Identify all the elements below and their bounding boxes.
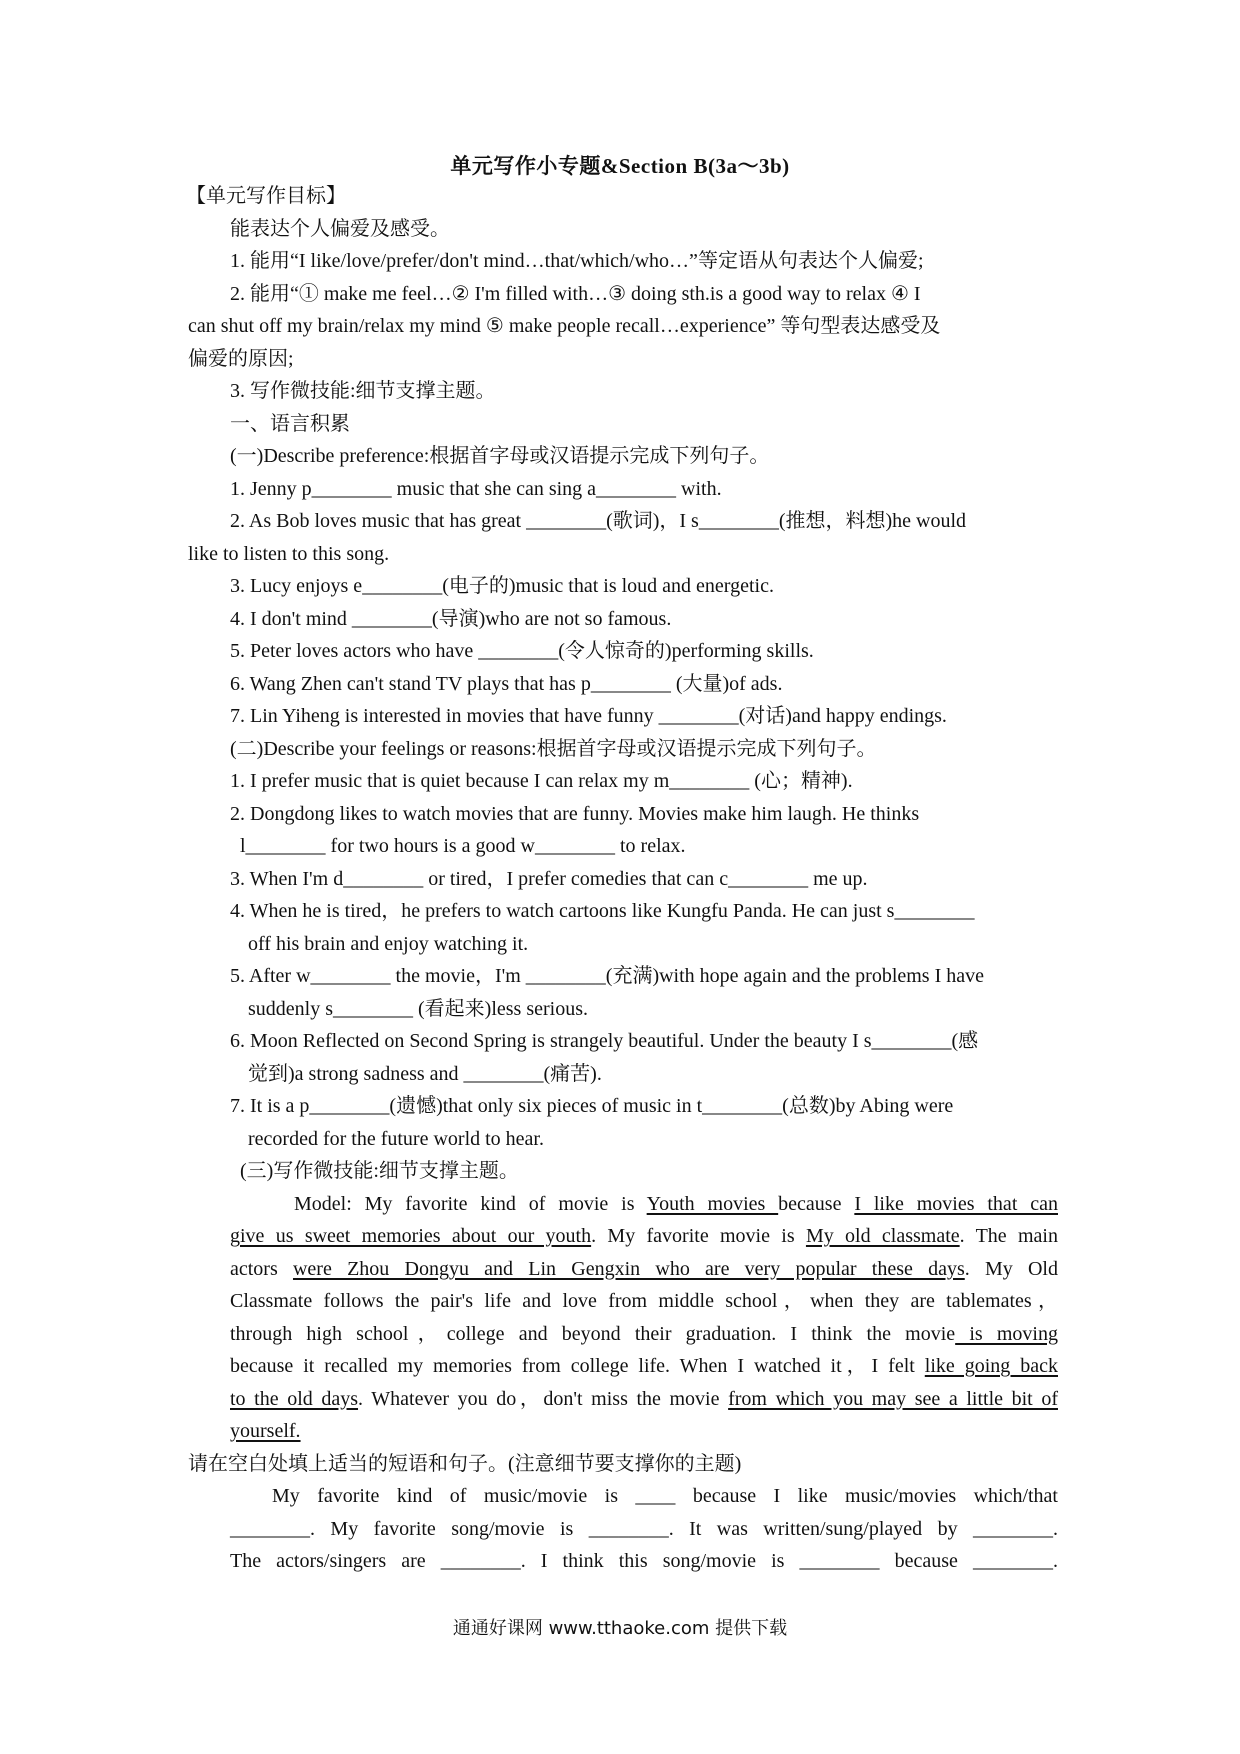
page-title: 单元写作小专题&Section B(3a～3b) — [450, 154, 790, 178]
model-underlined-text: like going back — [924, 1355, 1058, 1377]
part2-question-4-line-1: 4. When he is tired，he prefers to watch cartoons like Kungfu Panda. He can just s________ — [230, 900, 975, 922]
model-underlined-text: is moving — [955, 1322, 1058, 1345]
model-line-7 — [230, 1383, 1058, 1416]
part2-question-7-line-2: recorded for the future world to hear. — [248, 1127, 544, 1150]
part1-question-2-line-1: 2. As Bob loves music that has great ________(歌词)，I s________(推想，料想)he would — [230, 510, 967, 532]
model-line-8 — [230, 1415, 1058, 1448]
goal-item-2-line-3: 偏爱的原因; — [188, 347, 294, 370]
part2-question-2-line-2: l________ for two hours is a good w________ to relax. — [240, 835, 686, 857]
model-line-6 — [230, 1350, 1058, 1383]
model-text: . The main — [959, 1225, 1058, 1247]
goal-intro: 能表达个人偏爱及感受。 — [230, 217, 450, 240]
part3-heading: (三)写作微技能:细节支撑主题。 — [240, 1160, 519, 1182]
part2-question-5-line-2: suddenly s________ (看起来)less serious. — [248, 997, 588, 1020]
model-line-4: Classmate follows the pair's life and love from middle school，when they are tablemates， — [230, 1290, 1058, 1312]
task-instruction: 请在空白处填上适当的短语和句子。(注意细节要支撑你的主题) — [188, 1452, 742, 1475]
part2-question-6-line-1: 6. Moon Reflected on Second Spring is strangely beautiful. Under the beauty I s________(感 — [230, 1030, 979, 1052]
goal-heading: 【单元写作目标】 — [186, 185, 346, 207]
model-underlined-text: Youth movies — [646, 1192, 779, 1215]
model-text: because it recalled my memories from college life. When I watched it，I felt — [230, 1355, 925, 1377]
model-line-3 — [230, 1253, 1058, 1286]
part2-question-2-line-1: 2. Dongdong likes to watch movies that are funny. Movies make him laugh. He thinks — [230, 802, 920, 825]
part2-question-4-line-2: off his brain and enjoy watching it. — [248, 932, 529, 955]
model-text: through high school，college and beyond their graduation. I think the movie — [230, 1322, 956, 1345]
model-text: . My favorite movie is — [591, 1225, 806, 1247]
page-footer: 通通好课网 www.tthaoke.com 提供下载 — [452, 1618, 788, 1639]
part1-heading: (一)Describe preference:根据首字母或汉语提示完成下列句子。 — [230, 445, 770, 467]
model-underlined-text: I like movies that can — [854, 1192, 1058, 1215]
model-text: Model: My favorite kind of movie is — [294, 1192, 647, 1215]
model-underlined-text: give us sweet memories about our youth — [230, 1225, 592, 1247]
part2-question-7-line-1: 7. It is a p________(遗憾)that only six pieces of music in t________(总数)by Abing were — [230, 1095, 954, 1117]
part1-question-2-line-2: like to listen to this song. — [188, 542, 390, 565]
model-underlined-text: were Zhou Dongyu and Lin Gengxin who are very popular these days — [292, 1257, 965, 1280]
section-heading-language: 一、语言积累 — [230, 412, 350, 435]
task-line-3: The actors/singers are ________. I think this song/movie is ________ because ________. — [230, 1550, 1058, 1572]
task-paragraph — [188, 1480, 1058, 1578]
part2-question-1: 1. I prefer music that is quiet because I can relax my m________ (心；精神). — [230, 770, 853, 792]
model-underlined-text: yourself. — [230, 1420, 301, 1442]
model-text: . My Old — [964, 1257, 1058, 1280]
task-line-1: My favorite kind of music/movie is ____ because I like music/movies which/that — [272, 1485, 1058, 1507]
goal-item-1: 1. 能用“I like/love/prefer/don't mind…that/which/who…”等定语从句表达个人偏爱; — [230, 250, 924, 272]
model-line-5 — [230, 1318, 1058, 1351]
part2-question-3: 3. When I'm d________ or tired，I prefer comedies that can c________ me up. — [230, 867, 868, 890]
model-line-2 — [230, 1220, 1058, 1253]
part2-question-5-line-1: 5. After w________ the movie，I'm ________(充满)with hope again and the problems I have — [230, 965, 985, 987]
document-body — [188, 180, 1058, 1578]
part1-question-4: 4. I don't mind ________(导演)who are not so famous. — [230, 607, 672, 630]
model-text: actors — [230, 1257, 293, 1280]
part1-question-3: 3. Lucy enjoys e________(电子的)music that is loud and energetic. — [230, 575, 774, 597]
goal-item-2-line-2: can shut off my brain/relax my mind ⑤ make people recall…experience” 等句型表达感受及 — [188, 315, 941, 337]
part1-question-6: 6. Wang Zhen can't stand TV plays that has p________ (大量)of ads. — [230, 672, 783, 695]
part2-heading: (二)Describe your feelings or reasons:根据首字母或汉语提示完成下列句子。 — [230, 737, 877, 760]
goal-item-2-line-1: 2. 能用“① make me feel…② I'm filled with…③ doing sth.is a good way to relax ④ I — [230, 282, 921, 305]
goal-item-3: 3. 写作微技能:细节支撑主题。 — [230, 380, 496, 402]
model-paragraph — [188, 1188, 1058, 1448]
model-text: because — [778, 1192, 855, 1215]
model-underlined-text: to the old days — [230, 1387, 359, 1410]
task-line-2: ________. My favorite song/movie is ________. It was written/sung/played by ________. — [230, 1517, 1058, 1540]
part1-question-1: 1. Jenny p________ music that she can sing a________ with. — [230, 477, 722, 500]
part2-question-6-line-2: 觉到)a strong sadness and ________(痛苦). — [248, 1062, 602, 1085]
part1-question-5: 5. Peter loves actors who have ________(令人惊奇的)performing skills. — [230, 640, 814, 662]
model-line-1 — [230, 1188, 1058, 1221]
model-text: . Whatever you do，don't miss the movie — [358, 1387, 729, 1410]
model-underlined-text: My old classmate — [805, 1225, 960, 1247]
part1-question-7: 7. Lin Yiheng is interested in movies that have funny ________(对话)and happy endings. — [230, 705, 947, 727]
model-underlined-text: from which you may see a little bit of — [728, 1387, 1058, 1410]
